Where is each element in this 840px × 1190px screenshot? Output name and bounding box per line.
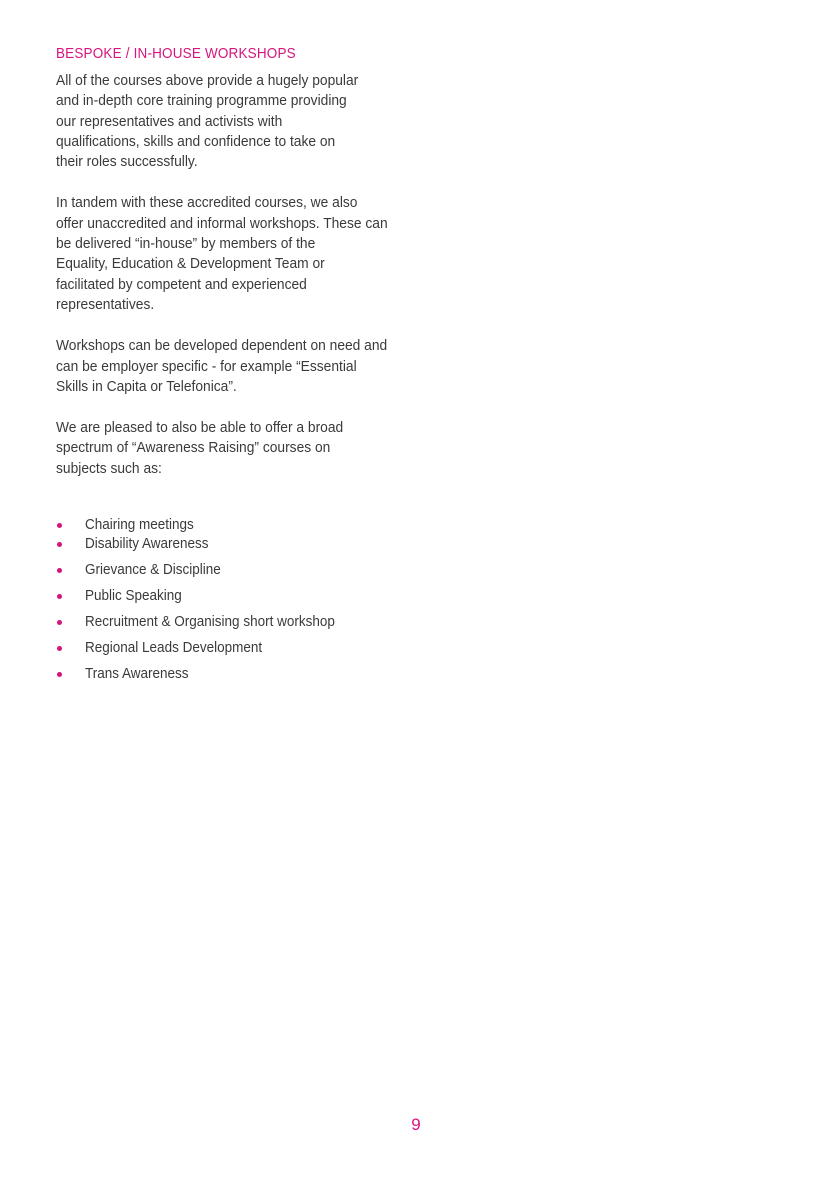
- section-heading: BESPOKE / IN-HOUSE WORKSHOPS: [56, 45, 296, 62]
- bullet-icon: [57, 672, 62, 677]
- list-item: [56, 586, 396, 605]
- paragraph-employer-specific: Workshops can be developed dependent on need and can be employer specific - for example “Essential Skills in Capita or Telefonica”.: [56, 337, 388, 395]
- list-item-label: Chairing meetings: [85, 516, 194, 534]
- list-item-label: Trans Awareness: [85, 665, 189, 683]
- list-item-label: Public Speaking: [85, 587, 182, 605]
- paragraph-awareness-raising: We are pleased to also be able to offer a broad spectrum of “Awareness Raising” courses on subjects such as:: [56, 419, 344, 477]
- bullet-icon: [57, 568, 62, 573]
- list-item: [56, 534, 396, 553]
- paragraph-informal-workshops: In tandem with these accredited courses, we also offer unaccredited and informal workshops. These can be delivered “in-house” by members of the Equality, Education & Development Team or facilitated by competent and experienced representatives.: [56, 194, 388, 313]
- list-item: [56, 638, 396, 657]
- bullet-icon: [57, 523, 62, 528]
- list-item: [56, 560, 396, 579]
- bullet-icon: [57, 542, 62, 547]
- list-item: [56, 664, 396, 683]
- list-item-label: Disability Awareness: [85, 535, 209, 553]
- main-column: [56, 44, 396, 690]
- bullet-icon: [57, 646, 62, 651]
- list-item-label: Grievance & Discipline: [85, 561, 221, 579]
- bullet-icon: [57, 594, 62, 599]
- list-item: [56, 515, 396, 534]
- list-item-label: Regional Leads Development: [85, 639, 263, 657]
- list-item: [56, 612, 396, 631]
- list-item-label: Recruitment & Organising short workshop: [85, 613, 335, 631]
- page-number: 9: [411, 1115, 421, 1134]
- paragraph-intro: All of the courses above provide a hugely popular and in-depth core training programme providing our representatives and activists with qualifications, skills and confidence to take on their roles successfully.: [56, 72, 359, 171]
- bullet-icon: [57, 620, 62, 625]
- workshop-list: [56, 515, 396, 683]
